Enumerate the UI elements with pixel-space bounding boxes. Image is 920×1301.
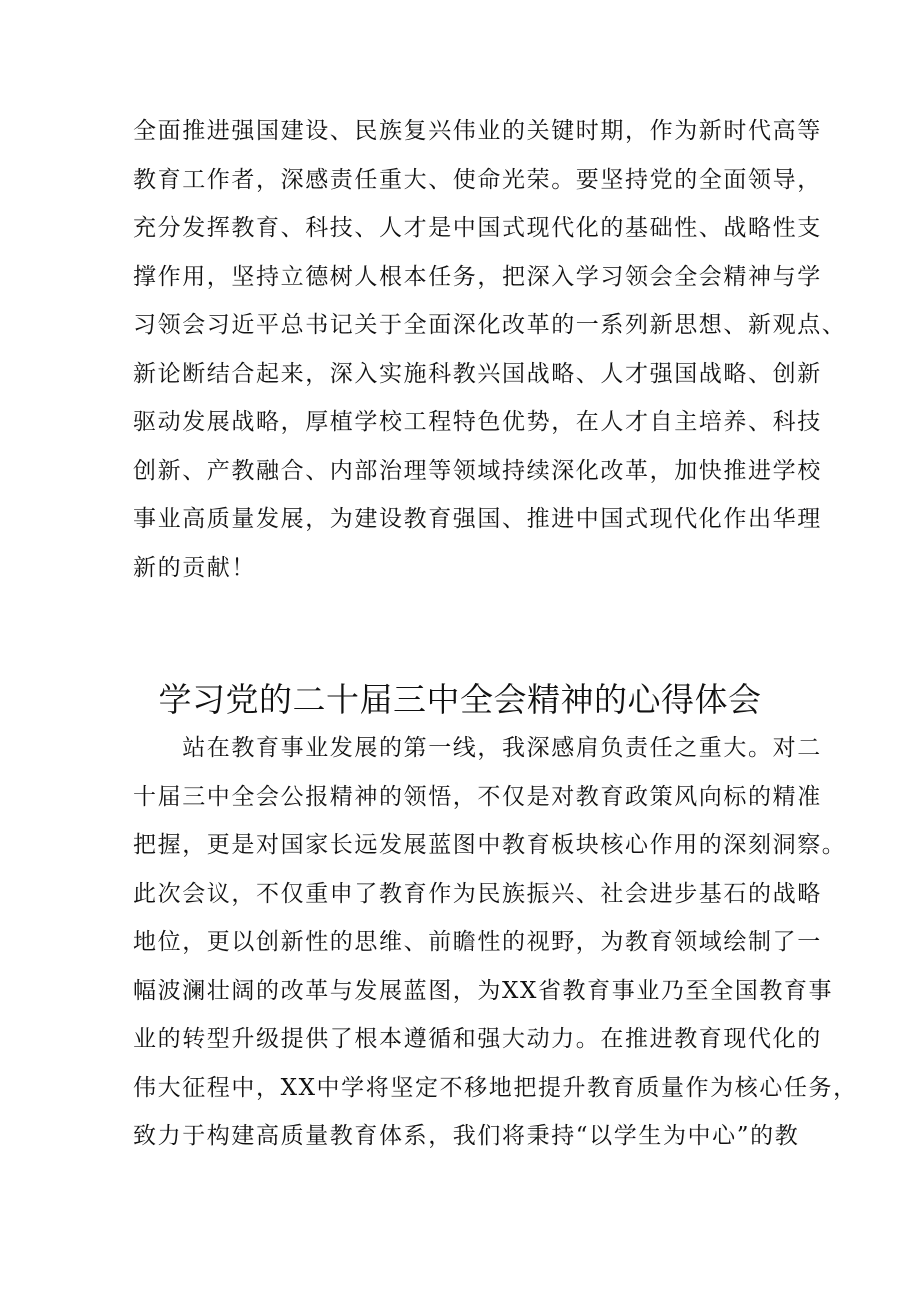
- paragraph-line: 十届三中全会公报精神的领悟，不仅是对教育政策风向标的精准: [133, 783, 822, 810]
- paragraph-line: 此次会议，不仅重申了教育作为民族振兴、社会进步基石的战略: [133, 880, 822, 907]
- paragraph-line: 地位，更以创新性的思维、前瞻性的视野，为教育领域绘制了一: [133, 929, 822, 955]
- paragraph-continued: [133, 107, 847, 592]
- paragraph-line: 把握，更是对国家长远发展蓝图中教育板块核心作用的深刻洞察。: [133, 832, 847, 858]
- paragraph-line: 新的贡献！: [133, 554, 256, 581]
- paragraph-line: 习领会习近平总书记关于全面深化改革的一系列新思想、新观点、: [133, 312, 847, 338]
- paragraph-line: 全面推进强国建设、民族复兴伟业的关键时期，作为新时代高等: [133, 118, 822, 144]
- paragraph-line: 充分发挥教育、科技、人才是中国式现代化的基础性、战略性支: [133, 215, 822, 241]
- paragraph-line: 幅波澜壮阔的改革与发展蓝图，为XX省教育事业乃至全国教育事: [133, 977, 834, 1004]
- paragraph-body: [133, 724, 858, 1161]
- paragraph-line: 新论断结合起来，深入实施科教兴国战略、人才强国战略、创新: [133, 360, 822, 387]
- paragraph-line: 业的转型升级提供了根本遵循和强大动力。在推进教育现代化的: [133, 1026, 822, 1052]
- paragraph-line: 事业高质量发展，为建设教育强国、推进中国式现代化作出华理: [133, 506, 822, 532]
- paragraph-line: 驱动发展战略，厚植学校工程特色优势，在人才自主培养、科技: [133, 409, 822, 435]
- paragraph-line: 伟大征程中，XX中学将坚定不移地把提升教育质量作为核心任务，: [133, 1074, 858, 1101]
- paragraph-line: 创新、产教融合、内部治理等领域持续深化改革，加快推进学校: [133, 457, 822, 484]
- paragraph-line: 致力于构建高质量教育体系，我们将秉持“以学生为中心”的教: [133, 1123, 800, 1149]
- section-title: 学习党的二十届三中全会精神的心得体会: [158, 680, 762, 720]
- paragraph-line: 教育工作者，深感责任重大、使命光荣。要坚持党的全面领导，: [133, 166, 822, 193]
- paragraph-line: 站在教育事业发展的第一线，我深感肩负责任之重大。对二: [133, 735, 822, 761]
- paragraph-line: 撑作用，坚持立德树人根本任务，把深入学习领会全会精神与学: [133, 263, 822, 290]
